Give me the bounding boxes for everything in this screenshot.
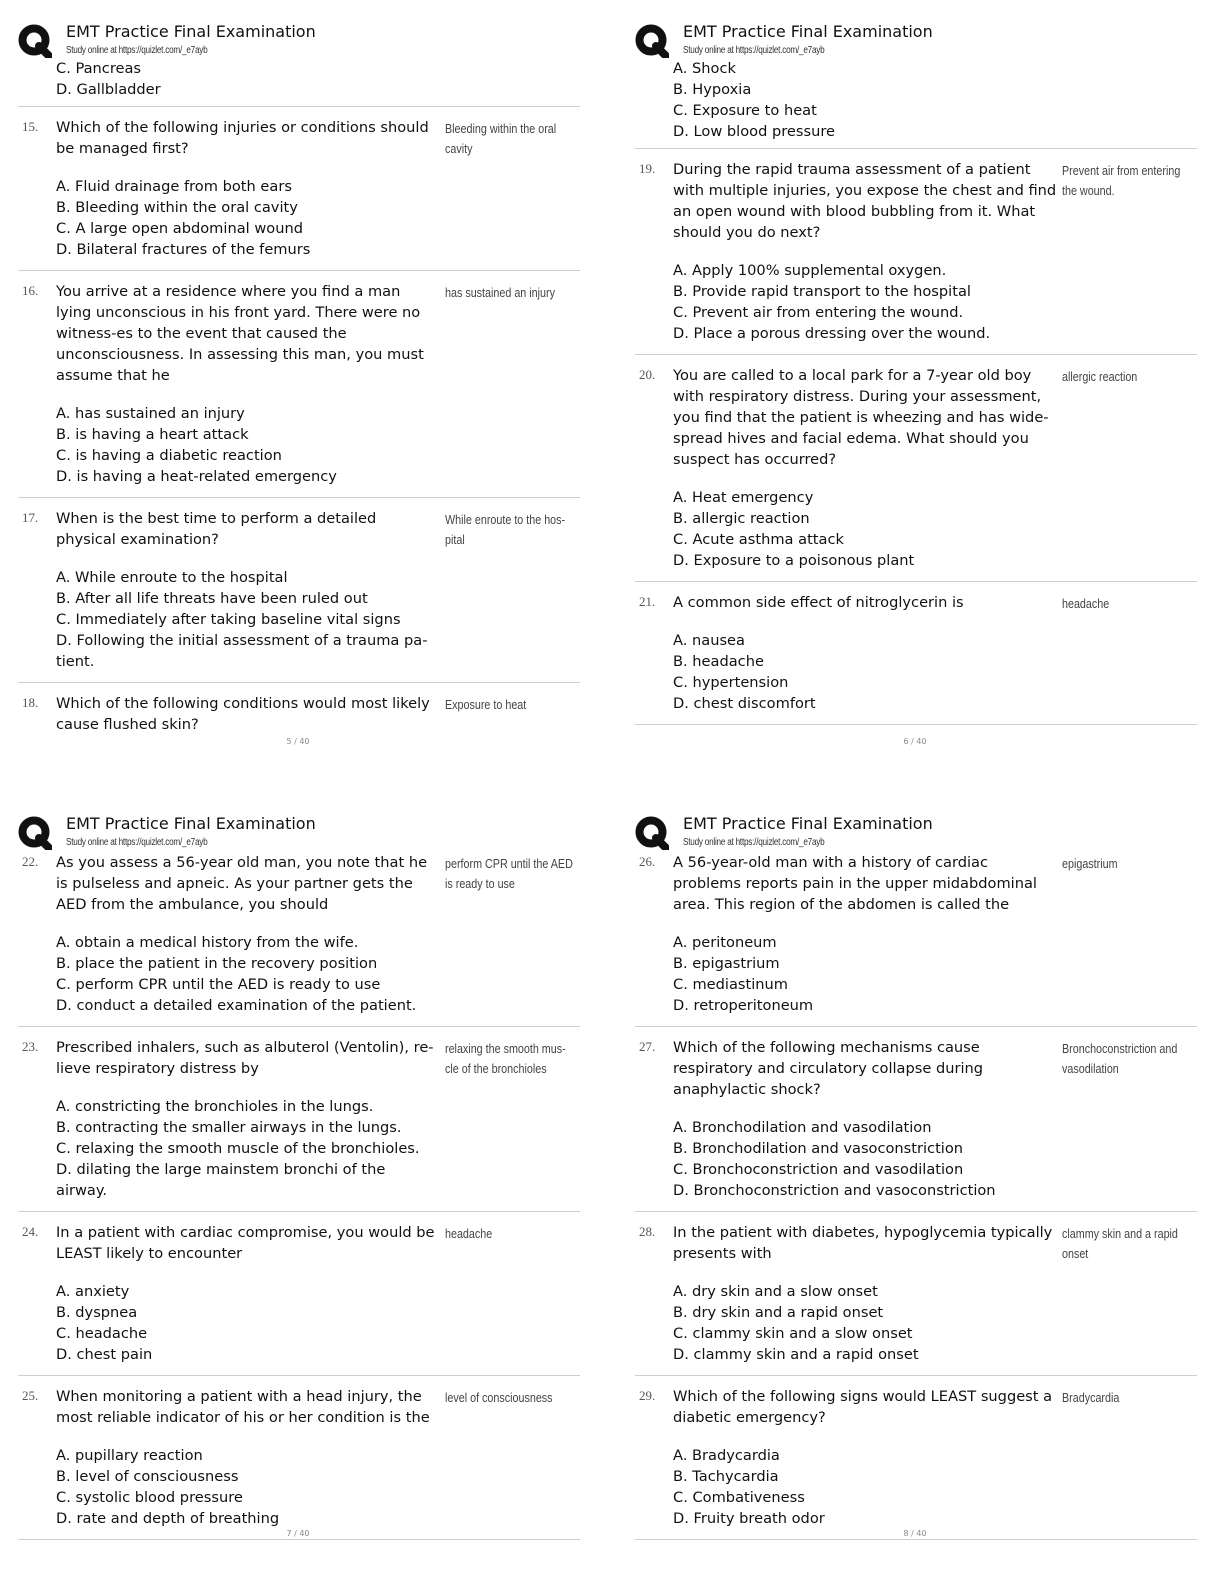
answer-options [56,932,580,1016]
question-text: During the rapid trauma assessment of a patient with multiple injuries, you expose the chest and find an open wound with blood bubbling from it. What should you do next? [673,161,1057,241]
option: A. nausea [673,632,745,649]
divider [18,1539,580,1540]
option: A. peritoneum [673,934,777,951]
option: C. Pancreas [56,60,142,77]
quizlet-logo-icon [18,816,52,850]
option: C. Acute asthma attack [673,531,844,548]
question-number: 28. [639,1224,656,1239]
question-list [18,850,580,1540]
option: C. A large open abdominal wound [56,220,303,237]
question-item [18,682,580,745]
option: D. Low blood pressure [673,123,836,140]
question-text: As you assess a 56-year old man, you note that he is pulseless and apneic. As your partner gets the AED from the ambulance, you should [56,854,428,913]
answer-options [673,487,1197,571]
page-number: 7 / 40 [286,1529,310,1538]
question-item [18,850,580,1026]
question-item [18,497,580,682]
option: D. dilating the large mainstem bronchi of the airway. [56,1161,386,1199]
answer-options [56,1281,580,1365]
option: C. is having a diabetic reaction [56,447,282,464]
question-text: A 56-year-old man with a history of cardiac problems reports pain in the upper midabdominal area. This region of the abdomen is called the [673,854,1037,913]
answer-text: headache [1062,597,1110,611]
page-header [635,812,1195,852]
continued-options [18,58,580,106]
question-number: 25. [22,1388,39,1403]
option: D. Bilateral fractures of the femurs [56,241,311,258]
answer-text: Bronchoconstriction and vasodilation [1062,1042,1178,1076]
question-text: Which of the following conditions would most likely cause flushed skin? [56,695,430,733]
option: D. conduct a detailed examination of the patient. [56,997,417,1014]
option: D. Following the initial assessment of a trauma pa-tient. [56,632,428,670]
question-item [18,1375,580,1539]
option: D. Gallbladder [56,81,161,98]
option: B. Hypoxia [673,81,752,98]
question-item [18,270,580,497]
option: D. Exposure to a poisonous plant [673,552,915,569]
option: A. constricting the bronchioles in the lungs. [56,1098,374,1115]
answer-options [56,1445,580,1529]
answer-text: clammy skin and a rapid onset [1062,1227,1178,1261]
continued-options [635,58,1197,148]
option: A. pupillary reaction [56,1447,203,1464]
question-text: A common side effect of nitroglycerin is [673,594,964,611]
page-title: EMT Practice Final Examination [66,814,316,833]
answer-options [673,630,1197,714]
question-number: 27. [639,1039,656,1054]
question-text: When monitoring a patient with a head injury, the most reliable indicator of his or her condition is the [56,1388,430,1426]
option: C. Prevent air from entering the wound. [673,304,964,321]
question-text: In the patient with diabetes, hypoglycemia typically presents with [673,1224,1053,1262]
page-subtitle-link[interactable]: Study online at https://quizlet.com/_e7ayb [683,837,825,848]
answer-text: Prevent air from entering the wound. [1062,164,1181,198]
page-panel [18,0,593,770]
option: A. obtain a medical history from the wife. [56,934,359,951]
option: D. Place a porous dressing over the wound. [673,325,991,342]
question-list [635,58,1197,725]
question-text: When is the best time to perform a detailed physical examination? [56,510,377,548]
option: B. allergic reaction [673,510,810,527]
answer-text: epigastrium [1062,857,1118,871]
page-title: EMT Practice Final Examination [683,22,933,41]
question-number: 26. [639,854,656,869]
option: C. relaxing the smooth muscle of the bronchioles. [56,1140,420,1157]
answer-text: has sustained an injury [445,286,555,300]
option: A. Heat emergency [673,489,814,506]
page-number: 6 / 40 [903,737,927,746]
question-item [18,106,580,270]
question-number: 21. [639,594,656,609]
option: C. systolic blood pressure [56,1489,243,1506]
answer-text: Bradycardia [1062,1391,1120,1405]
option: D. chest pain [56,1346,153,1363]
page-panel [635,792,1210,1562]
option: C. hypertension [673,674,789,691]
answer-options [673,1117,1197,1201]
answer-options [56,176,580,260]
question-number: 19. [639,161,656,176]
question-text: Prescribed inhalers, such as albuterol (Ventolin), re-lieve respiratory distress by [56,1039,434,1077]
option: D. Bronchoconstriction and vasoconstriction [673,1182,996,1199]
option: C. clammy skin and a slow onset [673,1325,913,1342]
question-number: 18. [22,695,39,710]
question-text: Which of the following mechanisms cause respiratory and circulatory collapse during anaphylactic shock? [673,1039,984,1098]
question-list [18,58,580,745]
option: B. After all life threats have been ruled out [56,590,368,607]
option: A. Fluid drainage from both ears [56,178,292,195]
option: B. dry skin and a rapid onset [673,1304,884,1321]
option: B. dyspnea [56,1304,138,1321]
option: D. is having a heat-related emergency [56,468,337,485]
question-item [635,850,1197,1026]
question-number: 16. [22,283,39,298]
option: C. Bronchoconstriction and vasodilation [673,1161,964,1178]
question-number: 17. [22,510,39,525]
page-number: 5 / 40 [286,737,310,746]
option: D. rate and depth of breathing [56,1510,280,1527]
answer-options [673,1445,1197,1529]
option: A. Bronchodilation and vasodilation [673,1119,932,1136]
page-subtitle-link[interactable]: Study online at https://quizlet.com/_e7ayb [66,45,208,56]
page-title: EMT Practice Final Examination [683,814,933,833]
answer-text: While enroute to the hos-pital [445,513,566,547]
answer-text: Exposure to heat [445,698,527,712]
option: D. chest discomfort [673,695,816,712]
option: D. retroperitoneum [673,997,814,1014]
answer-text: level of consciousness [445,1391,553,1405]
question-item [635,1211,1197,1375]
option: B. place the patient in the recovery position [56,955,378,972]
divider [635,724,1197,725]
option: D. Fruity breath odor [673,1510,825,1527]
page-header [18,20,578,60]
option: A. anxiety [56,1283,130,1300]
page-panel [635,0,1210,770]
option: A. has sustained an injury [56,405,245,422]
question-number: 15. [22,119,39,134]
option: C. Immediately after taking baseline vital signs [56,611,401,628]
option: A. While enroute to the hospital [56,569,288,586]
quizlet-logo-icon [635,816,669,850]
question-item [18,1211,580,1375]
question-number: 29. [639,1388,656,1403]
page-title: EMT Practice Final Examination [66,22,316,41]
question-item [635,148,1197,354]
option: C. Combativeness [673,1489,805,1506]
answer-text: relaxing the smooth mus-cle of the bronchioles [445,1042,566,1076]
question-text: You arrive at a residence where you find a man lying unconscious in his front yard. There were no witness-es to the event that caused the unconsciousness. In assessing this man, you must assume that he [56,283,424,384]
quizlet-logo-icon [635,24,669,58]
option: B. is having a heart attack [56,426,249,443]
question-number: 24. [22,1224,39,1239]
answer-text: allergic reaction [1062,370,1138,384]
question-number: 20. [639,367,656,382]
page-number: 8 / 40 [903,1529,927,1538]
option: A. Bradycardia [673,1447,780,1464]
page-panel [18,792,593,1562]
option: B. headache [673,653,764,670]
answer-options [673,260,1197,344]
answer-options [56,403,580,487]
option: B. Bronchodilation and vasoconstriction [673,1140,964,1157]
option: A. Apply 100% supplemental oxygen. [673,262,947,279]
answer-options [673,932,1197,1016]
answer-text: perform CPR until the AED is ready to use [445,857,573,891]
page-header [635,20,1195,60]
option: C. headache [56,1325,148,1342]
answer-text: headache [445,1227,493,1241]
option: B. Tachycardia [673,1468,779,1485]
answer-options [56,567,580,672]
question-number: 23. [22,1039,39,1054]
page-subtitle-link[interactable]: Study online at https://quizlet.com/_e7ayb [66,837,208,848]
question-list [635,850,1197,1540]
option: B. level of consciousness [56,1468,239,1485]
option: A. Shock [673,60,736,77]
question-text: In a patient with cardiac compromise, you would be LEAST likely to encounter [56,1224,435,1262]
option: A. dry skin and a slow onset [673,1283,878,1300]
option: C. Exposure to heat [673,102,817,119]
question-item [635,1026,1197,1211]
question-item [635,1375,1197,1539]
option: D. clammy skin and a rapid onset [673,1346,919,1363]
option: B. contracting the smaller airways in the lungs. [56,1119,402,1136]
option: C. perform CPR until the AED is ready to use [56,976,381,993]
question-text: Which of the following injuries or conditions should be managed first? [56,119,429,157]
question-item [18,1026,580,1211]
question-text: Which of the following signs would LEAST suggest a diabetic emergency? [673,1388,1053,1426]
answer-text: Bleeding within the oral cavity [445,122,557,156]
page-subtitle-link[interactable]: Study online at https://quizlet.com/_e7ayb [683,45,825,56]
page-header [18,812,578,852]
question-item [635,354,1197,581]
question-text: You are called to a local park for a 7-year old boy with respiratory distress. During your assessment, you find that the patient is wheezing and has wide-spread hives and facial edema. What should you suspect has occurred? [673,367,1049,468]
option: C. mediastinum [673,976,789,993]
option: B. Provide rapid transport to the hospital [673,283,971,300]
question-item [635,581,1197,724]
answer-options [673,1281,1197,1365]
question-number: 22. [22,854,39,869]
divider [635,1539,1197,1540]
quizlet-logo-icon [18,24,52,58]
option: B. epigastrium [673,955,780,972]
option: B. Bleeding within the oral cavity [56,199,298,216]
answer-options [56,1096,580,1201]
